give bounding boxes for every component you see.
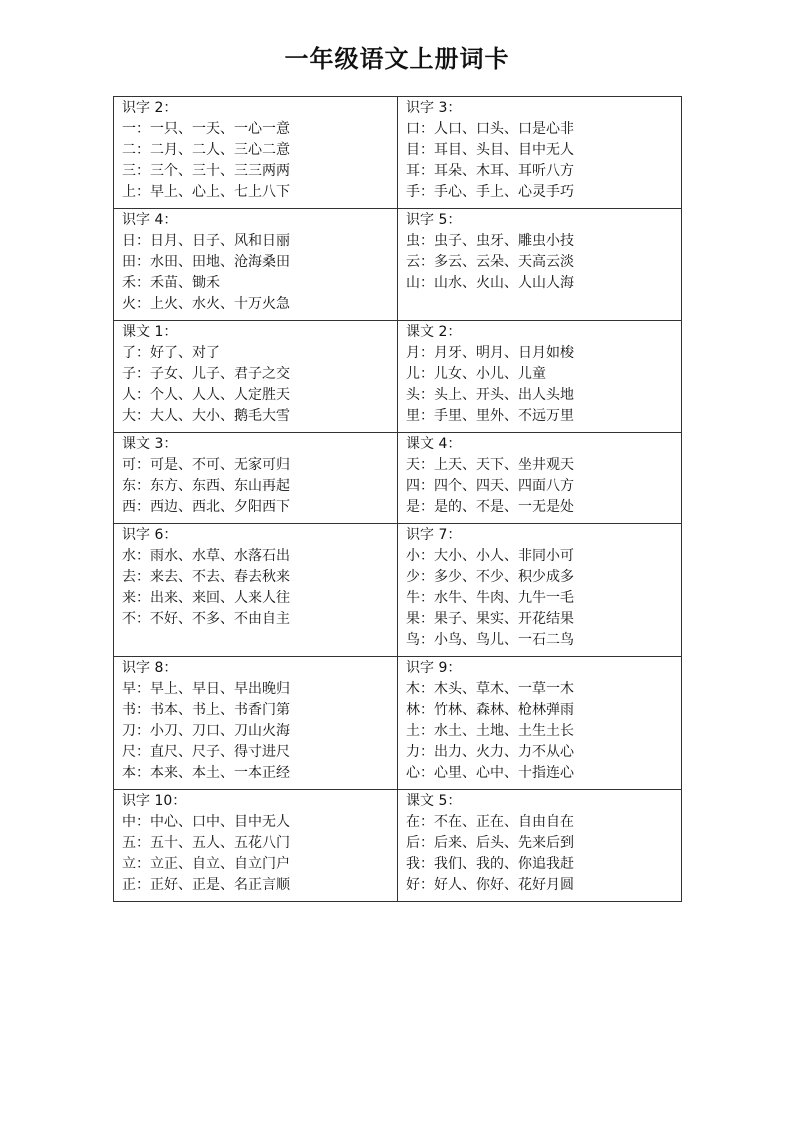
word-entry-line: 林：竹林、森林、枪林弹雨: [406, 702, 574, 718]
word-entry-line: 人：个人、人人、人定胜天: [122, 387, 290, 403]
word-entry-line: 后：后来、后头、先来后到: [406, 835, 574, 851]
word-entry-line: 口：人口、口头、口是心非: [406, 121, 574, 137]
word-entry-line: 上：早上、心上、七上八下: [122, 184, 290, 200]
word-entry-line: 少：多少、不少、积少成多: [406, 569, 574, 585]
word-entry-line: 小：大小、小人、非同小可: [406, 548, 574, 564]
word-entry-line: 三：三个、三十、三三两两: [122, 163, 290, 179]
word-entry-line: 土：水土、土地、土生土长: [406, 723, 574, 739]
word-entry-line: 我：我们、我的、你追我赶: [406, 856, 574, 872]
card-row: [114, 321, 682, 433]
word-entry-line: 了：好了、对了: [122, 345, 220, 361]
word-entry-line: 手：手心、手上、心灵手巧: [406, 184, 574, 200]
lesson-heading: 识字 5：: [406, 212, 462, 228]
lesson-card-cell: [398, 433, 682, 524]
word-entry-line: 来：出来、来回、人来人往: [122, 590, 290, 606]
word-entry-line: 尺：直尺、尺子、得寸进尺: [122, 744, 290, 760]
lesson-card-cell: [114, 97, 398, 209]
lesson-card-cell: [114, 524, 398, 657]
lesson-heading: 识字 7：: [406, 527, 462, 543]
word-entry-line: 牛：水牛、牛肉、九牛一毛: [406, 590, 574, 606]
lesson-heading: 课文 4：: [406, 436, 462, 452]
word-entry-line: 是：是的、不是、一无是处: [406, 499, 574, 515]
lesson-card-cell: [398, 657, 682, 790]
lesson-heading: 课文 5：: [406, 793, 462, 809]
word-entry-line: 水：雨水、水草、水落石出: [122, 548, 290, 564]
word-entry-line: 西：西边、西北、夕阳西下: [122, 499, 290, 515]
word-entry-line: 去：来去、不去、春去秋来: [122, 569, 290, 585]
lesson-card-cell: [114, 790, 398, 902]
word-entry-line: 目：耳目、头目、目中无人: [406, 142, 574, 158]
card-row: [114, 790, 682, 902]
word-entry-line: 鸟：小鸟、鸟儿、一石二鸟: [406, 632, 574, 648]
lesson-heading: 课文 3：: [122, 436, 178, 452]
word-entry-line: 虫：虫子、虫牙、雕虫小技: [406, 233, 574, 249]
word-entry-line: 四：四个、四天、四面八方: [406, 478, 574, 494]
lesson-card-cell: [114, 209, 398, 321]
word-entry-line: 可：可是、不可、无家可归: [122, 457, 290, 473]
word-entry-line: 里：手里、里外、不远万里: [406, 408, 574, 424]
word-entry-line: 禾：禾苗、锄禾: [122, 275, 220, 291]
lesson-card-cell: [398, 524, 682, 657]
word-entry-line: 儿：儿女、小儿、儿童: [406, 366, 546, 382]
lesson-heading: 识字 10：: [122, 793, 187, 809]
word-entry-line: 书：书本、书上、书香门第: [122, 702, 290, 718]
lesson-heading: 课文 1：: [122, 324, 178, 340]
word-entry-line: 心：心里、心中、十指连心: [406, 765, 574, 781]
word-entry-line: 本：本来、本土、一本正经: [122, 765, 290, 781]
word-entry-line: 子：子女、儿子、君子之交: [122, 366, 290, 382]
word-entry-line: 一：一只、一天、一心一意: [122, 121, 290, 137]
word-entry-line: 头：头上、开头、出人头地: [406, 387, 574, 403]
lesson-heading: 识字 3：: [406, 100, 462, 116]
card-row: [114, 97, 682, 209]
word-entry-line: 不：不好、不多、不由自主: [122, 611, 290, 627]
lesson-heading: 识字 8：: [122, 660, 178, 676]
word-entry-line: 天：上天、天下、坐井观天: [406, 457, 574, 473]
word-entry-line: 正：正好、正是、名正言顺: [122, 877, 290, 893]
card-row: [114, 657, 682, 790]
word-entry-line: 月：月牙、明月、日月如梭: [406, 345, 574, 361]
word-entry-line: 二：二月、二人、三心二意: [122, 142, 290, 158]
word-entry-line: 在：不在、正在、自由自在: [406, 814, 574, 830]
word-entry-line: 早：早上、早日、早出晚归: [122, 681, 290, 697]
word-entry-line: 耳：耳朵、木耳、耳听八方: [406, 163, 574, 179]
card-row: [114, 524, 682, 657]
word-entry-line: 力：出力、火力、力不从心: [406, 744, 574, 760]
lesson-card-cell: [398, 209, 682, 321]
page-title: 一年级语文上册词卡: [284, 45, 510, 73]
lesson-heading: 识字 6：: [122, 527, 178, 543]
word-entry-line: 中：中心、口中、目中无人: [122, 814, 290, 830]
word-entry-line: 云：多云、云朵、天高云淡: [406, 254, 574, 270]
lesson-heading: 识字 2：: [122, 100, 178, 116]
word-entry-line: 田：水田、田地、沧海桑田: [122, 254, 290, 270]
lesson-heading: 识字 4：: [122, 212, 178, 228]
word-entry-line: 山：山水、火山、人山人海: [406, 275, 574, 291]
word-entry-line: 果：果子、果实、开花结果: [406, 611, 574, 627]
word-entry-line: 五：五十、五人、五花八门: [122, 835, 290, 851]
word-card-table-body: [114, 97, 682, 902]
lesson-card-cell: [398, 97, 682, 209]
word-entry-line: 立：立正、自立、自立门户: [122, 856, 290, 872]
lesson-heading: 识字 9：: [406, 660, 462, 676]
lesson-card-cell: [114, 433, 398, 524]
lesson-card-cell: [114, 321, 398, 433]
lesson-heading: 课文 2：: [406, 324, 462, 340]
word-entry-line: 大：大人、大小、鹅毛大雪: [122, 408, 290, 424]
lesson-card-cell: [114, 657, 398, 790]
word-entry-line: 火：上火、水火、十万火急: [122, 296, 290, 312]
word-entry-line: 日：日月、日子、风和日丽: [122, 233, 290, 249]
word-card-table: [113, 96, 682, 902]
word-entry-line: 好：好人、你好、花好月圆: [406, 877, 574, 893]
word-entry-line: 刀：小刀、刀口、刀山火海: [122, 723, 290, 739]
lesson-card-cell: [398, 321, 682, 433]
word-entry-line: 木：木头、草木、一草一木: [406, 681, 574, 697]
card-row: [114, 433, 682, 524]
card-row: [114, 209, 682, 321]
lesson-card-cell: [398, 790, 682, 902]
word-entry-line: 东：东方、东西、东山再起: [122, 478, 290, 494]
